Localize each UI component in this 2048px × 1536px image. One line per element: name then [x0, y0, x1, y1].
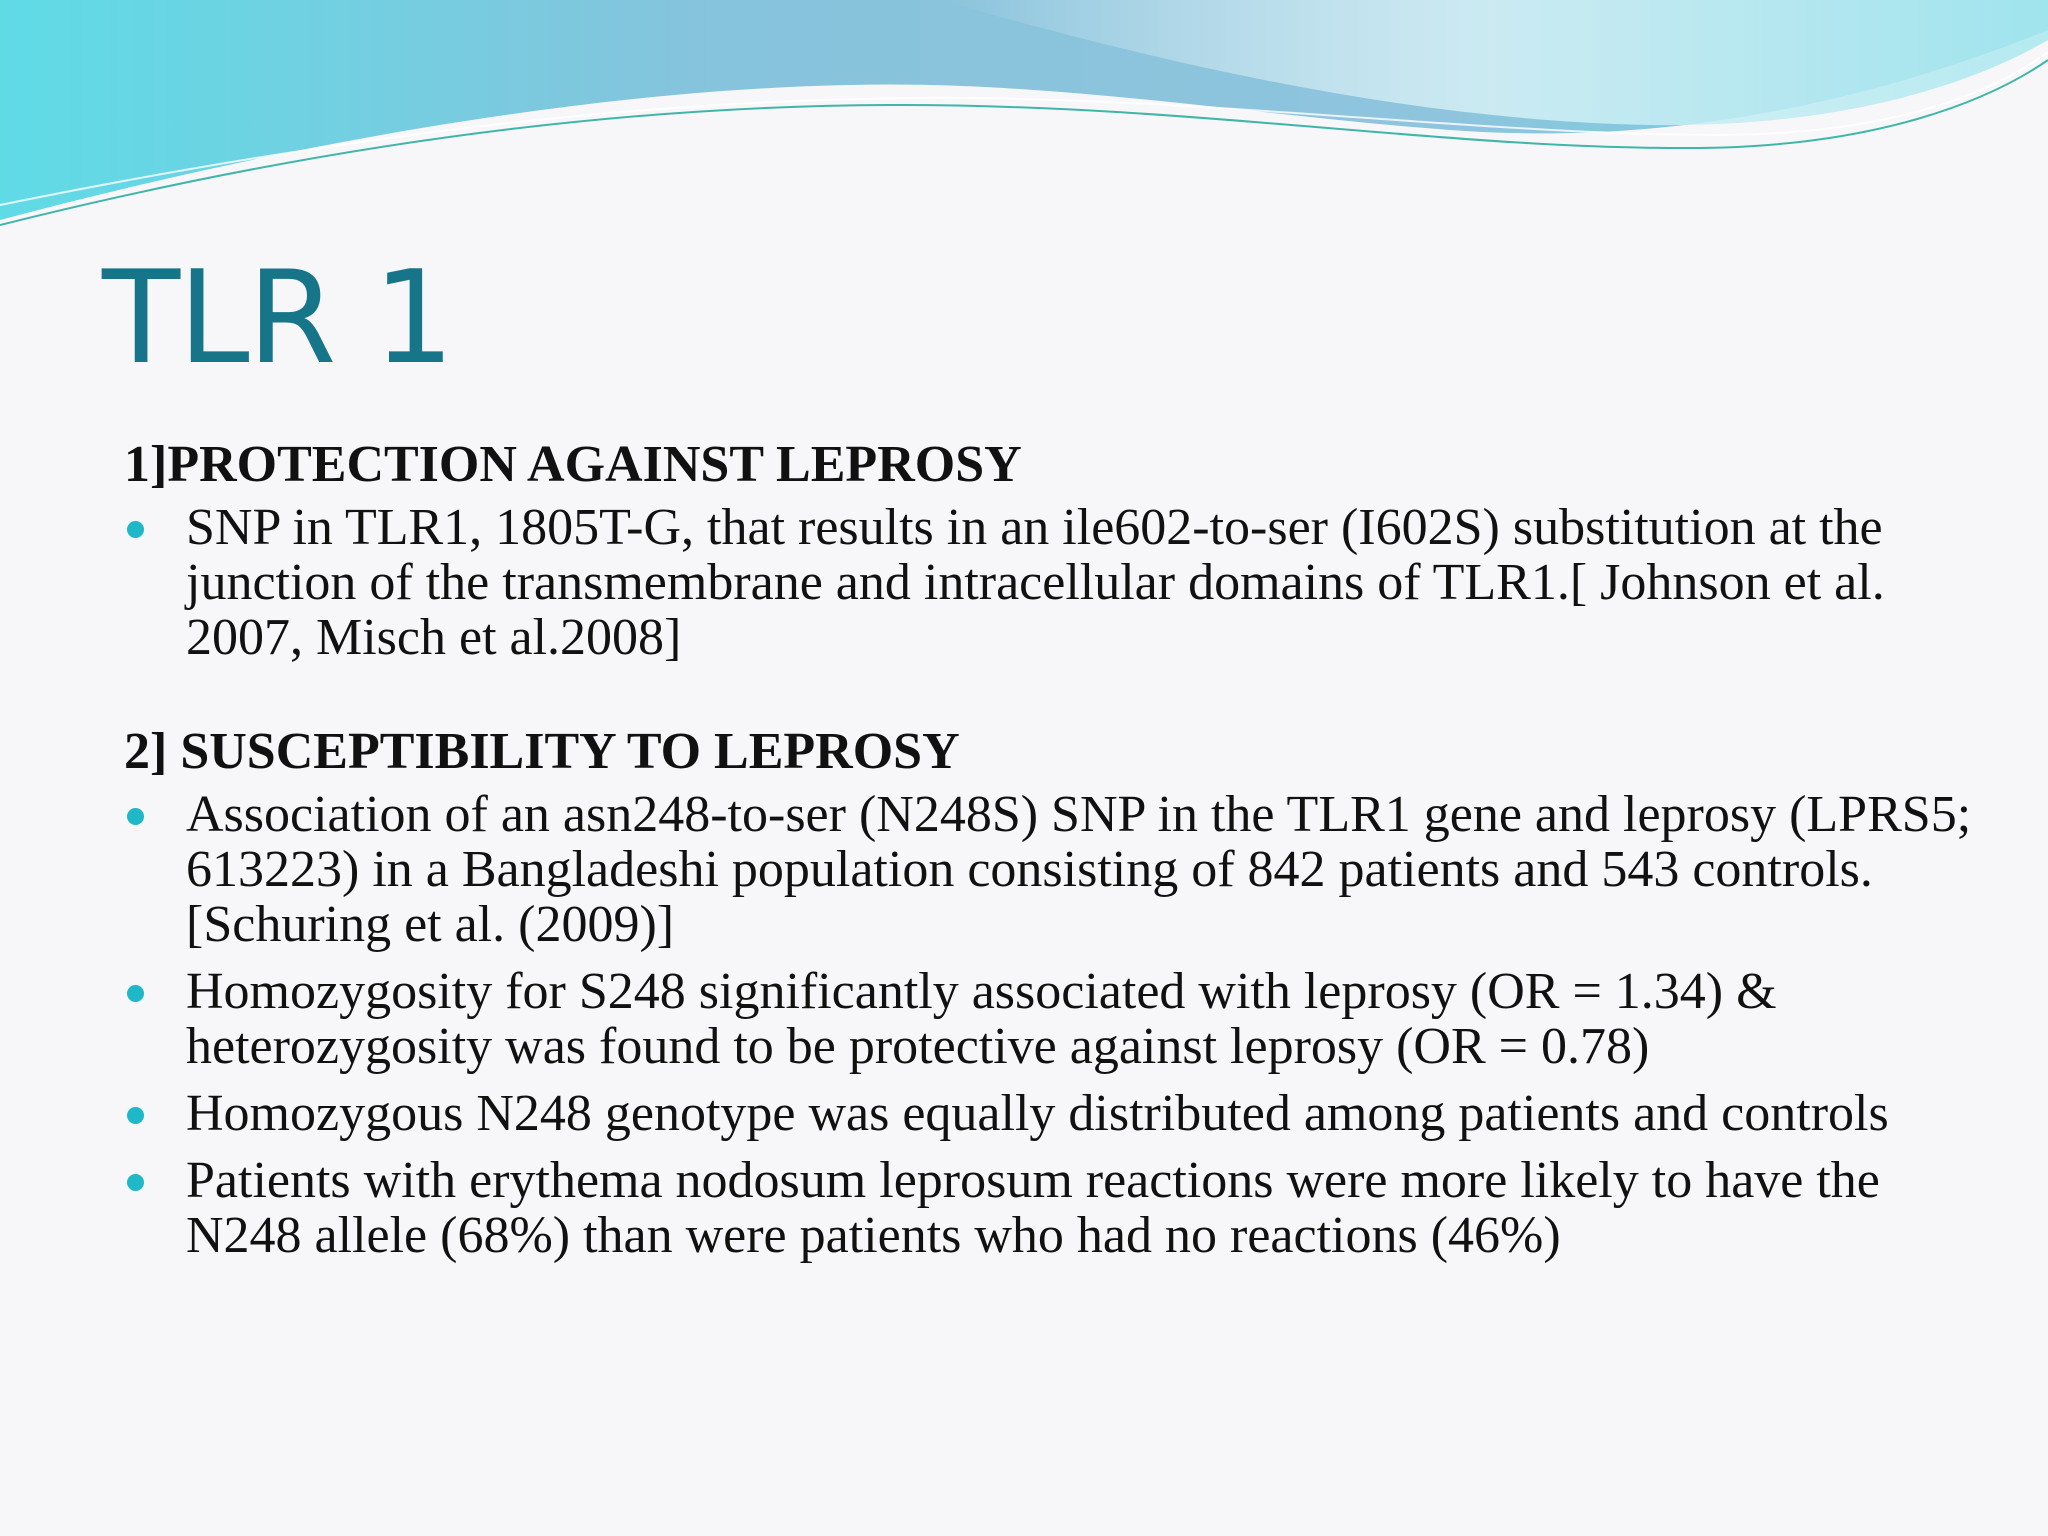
slide-title: TLR 1	[102, 244, 453, 393]
list-item	[124, 1086, 2004, 1141]
list-item	[124, 964, 2004, 1074]
header-wave-decoration	[0, 0, 2048, 240]
bullet-text: Patients with erythema nodosum leprosum reactions were more likely to have the N248 allele (68%) than were patients who had no reactions (46%)	[186, 1152, 1880, 1264]
list-item	[124, 500, 2004, 665]
bullet-dot-icon	[127, 1107, 144, 1124]
section-heading-protection: 1]PROTECTION AGAINST LEPROSY	[124, 436, 1022, 493]
bullet-dot-icon	[127, 1174, 144, 1191]
bullet-dot-icon	[127, 808, 144, 825]
bullet-text: SNP in TLR1, 1805T-G, that results in an ile602-to-ser (I602S) substitution at the junction of the transmembrane and intracellular domains of TLR1.[ Johnson et al. 2007, Misch et al.2008]	[186, 499, 1885, 666]
bullet-text: Homozygous N248 genotype was equally distributed among patients and controls	[186, 1085, 1889, 1142]
bullet-dot-icon	[127, 521, 144, 538]
bullet-text: Association of an asn248-to-ser (N248S) SNP in the TLR1 gene and leprosy (LPRS5; 613223) in a Bangladeshi population consisting of 842 patients and 543 controls.[Schuring et al. (2009)]	[186, 786, 1972, 953]
bullet-list-protection	[124, 500, 2004, 665]
section-heading-susceptibility: 2] SUSCEPTIBILITY TO LEPROSY	[124, 723, 960, 780]
slide-body	[124, 436, 2004, 1275]
bullet-list-susceptibility	[124, 787, 2004, 1263]
list-item	[124, 787, 2004, 952]
bullet-text: Homozygosity for S248 significantly associated with leprosy (OR = 1.34) & heterozygosity was found to be protective against leprosy (OR = 0.78)	[186, 963, 1777, 1075]
list-item	[124, 1153, 2004, 1263]
bullet-dot-icon	[127, 985, 144, 1002]
